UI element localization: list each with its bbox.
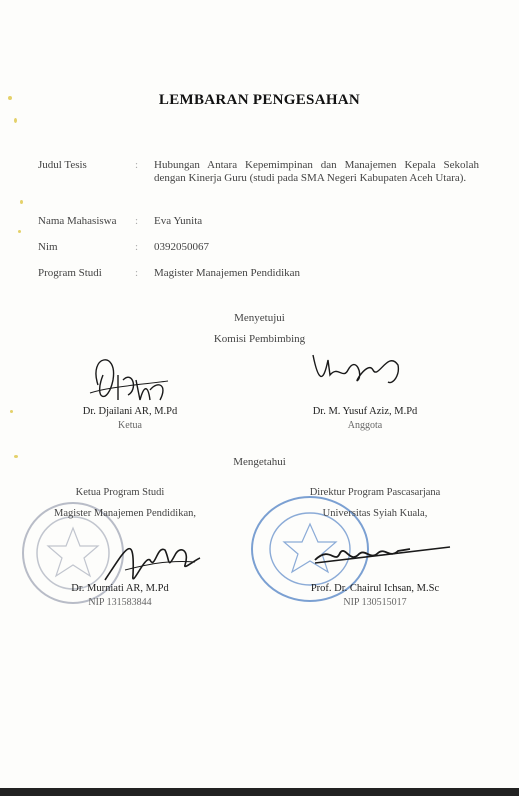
field-label: Nama Mahasiswa — [38, 215, 117, 227]
signature-director — [310, 535, 450, 575]
chair-name: Dr. Djailani AR, M.Pd — [82, 406, 178, 417]
field-value: Eva Yunita — [154, 215, 203, 227]
field-separator: : — [135, 241, 139, 253]
chair-role: Ketua — [118, 420, 142, 431]
program-head-subtitle: Magister Manajemen Pendidikan, — [53, 508, 196, 519]
director-title: Direktur Program Pascasarjana — [309, 487, 441, 498]
program-head-title: Ketua Program Studi — [75, 487, 165, 498]
scan-bottom-edge — [0, 788, 519, 796]
field-label: Program Studi — [38, 267, 102, 279]
program-head-nip: NIP 131583844 — [88, 597, 152, 608]
program-head-name: Dr. Murniati AR, M.Pd — [71, 583, 169, 594]
field-label: Judul Tesis — [38, 159, 87, 171]
paper-speck — [10, 410, 13, 413]
field-separator: : — [135, 267, 139, 279]
field-value: Hubungan Antara Kepemimpinan dan Manajemen Kepala Sekolah dengan Kinerja Guru (studi pada SMA Negeri Kabupaten Aceh Utara). — [154, 159, 479, 184]
acknowledged-heading: Mengetahui — [233, 456, 286, 468]
paper-speck — [18, 230, 21, 233]
member-name: Dr. M. Yusuf Aziz, M.Pd — [312, 406, 418, 417]
field-separator: : — [135, 159, 139, 171]
signature-member — [308, 340, 408, 400]
paper-speck — [14, 118, 17, 123]
page-title: LEMBARAN PENGESAHAN — [158, 92, 361, 108]
field-label: Nim — [38, 241, 58, 253]
field-separator: : — [135, 215, 139, 227]
member-role: Anggota — [347, 420, 383, 431]
director-name: Prof. Dr. Chairul Ichsan, M.Sc — [310, 583, 440, 594]
director-subtitle: Universitas Syiah Kuala, — [322, 508, 428, 519]
paper-speck — [20, 200, 23, 204]
field-value: 0392050067 — [154, 241, 209, 253]
signature-chair — [78, 345, 178, 415]
committee-heading: Komisi Pembimbing — [213, 333, 306, 345]
field-value: Magister Manajemen Pendidikan — [154, 267, 301, 279]
approval-heading: Menyetujui — [234, 312, 285, 324]
director-nip: NIP 130515017 — [343, 597, 407, 608]
